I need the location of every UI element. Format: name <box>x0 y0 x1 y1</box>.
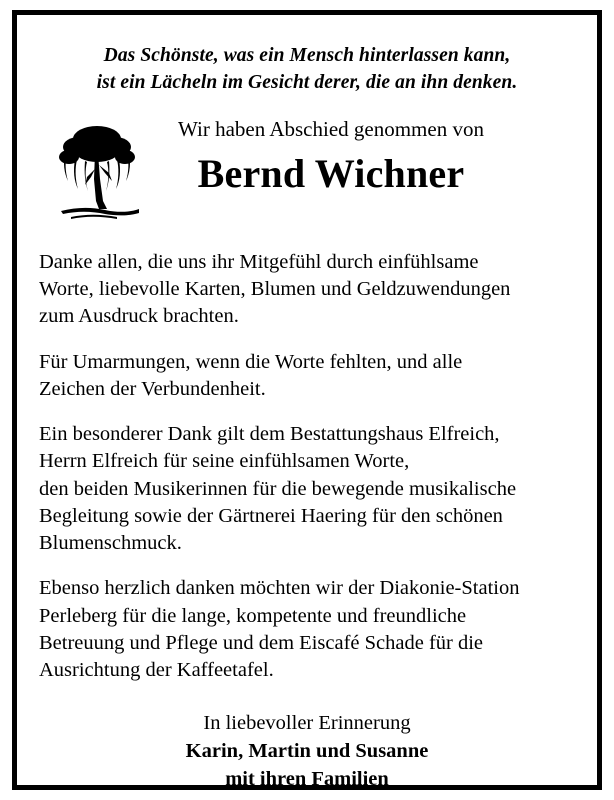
message-body <box>39 249 575 685</box>
paragraph-1-line-1: Danke allen, die uns ihr Mitgefühl durch einfühlsame <box>39 250 479 273</box>
paragraph-2-line-1: Für Umarmungen, wenn die Worte fehlten, und alle <box>39 350 463 373</box>
paragraph-3-line-2: Herrn Elfreich für seine einfühlsamen Worte, <box>39 450 410 473</box>
paragraph-1-line-2: Worte, liebevolle Karten, Blumen und Geldzuwendungen <box>39 278 511 301</box>
header-block <box>39 117 575 225</box>
paragraph-4-line-1: Ebenso herzlich danken möchten wir der Diakonie-Station <box>39 577 520 600</box>
weeping-willow-tree-icon <box>51 117 147 225</box>
card-content <box>17 15 597 790</box>
closing-line-1: In liebevoller Erinnerung <box>203 712 411 735</box>
paragraph-3-line-3: den beiden Musikerinnen für die bewegende musikalische <box>39 477 517 500</box>
paragraph-3-line-5: Blumenschmuck. <box>39 532 182 555</box>
motto-quote <box>39 43 575 97</box>
paragraph-1 <box>39 249 575 331</box>
motto-line-1: Das Schönste, was ein Mensch hinterlassen kann, <box>103 45 511 66</box>
closing-line-2: Karin, Martin und Susanne <box>185 739 429 762</box>
closing-line-3: mit ihren Familien <box>225 767 389 790</box>
farewell-text: Wir haben Abschied genommen von <box>178 116 484 141</box>
paragraph-4-line-2: Perleberg für die lange, kompetente und freundliche <box>39 604 467 627</box>
paragraph-2-line-2: Zeichen der Verbundenheit. <box>39 377 266 400</box>
paragraph-4 <box>39 575 575 684</box>
paragraph-4-line-4: Ausrichtung der Kaffeetafel. <box>39 659 274 682</box>
paragraph-4-line-3: Betreuung und Pflege und dem Eiscafé Schade für die <box>39 631 484 654</box>
paragraph-3-line-1: Ein besonderer Dank gilt dem Bestattungshaus Elfreich, <box>39 423 500 446</box>
paragraph-2 <box>39 349 575 404</box>
paragraph-3 <box>39 421 575 557</box>
motto-line-2: ist ein Lächeln im Gesicht derer, die an ihn denken. <box>96 71 518 93</box>
paragraph-3-line-4: Begleitung sowie der Gärtnerei Haering für den schönen <box>39 504 503 527</box>
paragraph-1-line-3: zum Ausdruck brachten. <box>39 305 239 328</box>
deceased-name: Bernd Wichner <box>197 151 465 196</box>
closing-block <box>39 710 575 793</box>
